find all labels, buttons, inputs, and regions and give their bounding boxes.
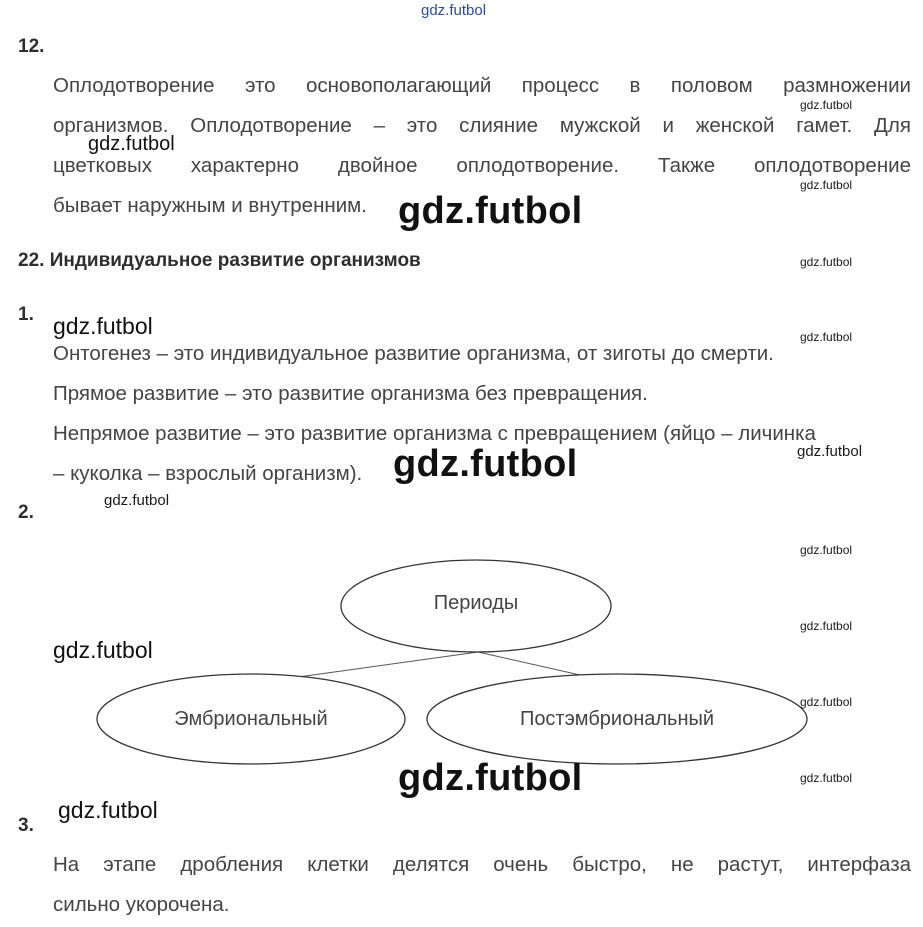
task-3-text: [53, 845, 911, 925]
task-1-line-1: Онтогенез – это индивидуальное развитие организма, от зиготы до смерти.: [53, 342, 774, 365]
watermark-medium: gdz.futbol: [53, 313, 153, 339]
watermark-small: gdz.futbol: [800, 98, 853, 112]
task-12-line-4: бывает наружным и внутренним.: [53, 194, 367, 217]
task-12-line-1: Оплодотворение это основополагающий процесс в половом размножении: [53, 74, 911, 97]
task-1-line-4: – куколка – взрослый организм).: [53, 462, 363, 485]
task-2-number: 2.: [18, 502, 34, 523]
watermark-medium: gdz.futbol: [53, 637, 153, 663]
task-3-number: 3.: [18, 815, 34, 836]
watermark-small: gdz.futbol: [800, 619, 853, 633]
watermark-large: gdz.futbol: [398, 757, 583, 799]
watermark-small: gdz.futbol: [800, 255, 853, 269]
task-1-number: 1.: [18, 304, 34, 325]
node-left-label: Эмбриональный: [174, 708, 328, 730]
task-1-line-2: Прямое развитие – это развитие организма без превращения.: [53, 382, 648, 405]
watermark-small: gdz.futbol: [800, 178, 853, 192]
section-heading: 22. Индивидуальное развитие организмов: [18, 250, 421, 271]
watermark-medium: gdz.futbol: [58, 797, 158, 823]
task-3-line-1: На этапе дробления клетки делятся очень быстро, не растут, интерфаза: [53, 853, 911, 876]
node-root-label: Периоды: [433, 592, 519, 614]
watermark-small: gdz.futbol: [800, 771, 853, 785]
watermark-top: gdz.futbol: [421, 2, 487, 19]
task-12-line-2: организмов. Оплодотворение – это слияние мужской и женской гамет. Для: [53, 114, 911, 137]
task-12-line-3: цветковых характерно двойное оплодотворение. Также оплодотворение: [53, 154, 911, 177]
node-right-label: Постэмбриональный: [519, 708, 715, 730]
task-3-line-2: сильно укорочена.: [53, 893, 230, 916]
watermark-small: gdz.futbol: [797, 443, 863, 460]
watermark-large: gdz.futbol: [393, 443, 578, 485]
watermark-large: gdz.futbol: [398, 190, 583, 232]
watermark-small: gdz.futbol: [800, 330, 853, 344]
watermark-small: gdz.futbol: [800, 695, 853, 709]
task-1-line-3: Непрямое развитие – это развитие организма с превращением (яйцо – личинка: [53, 422, 816, 445]
task-12-number: 12.: [18, 36, 45, 57]
watermark-small: gdz.futbol: [104, 492, 170, 509]
watermark-small: gdz.futbol: [800, 543, 853, 557]
watermark-medium: gdz.futbol: [88, 133, 175, 155]
